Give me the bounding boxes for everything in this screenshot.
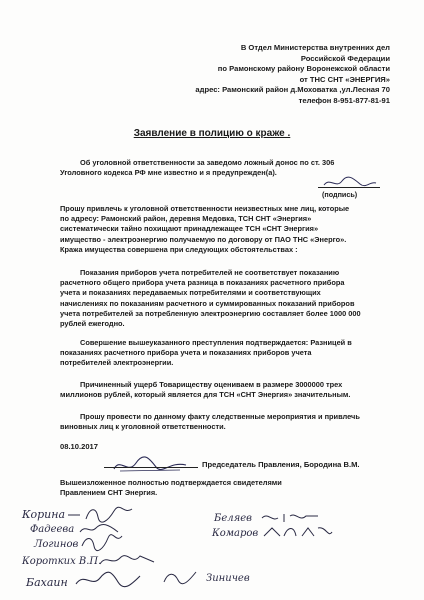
- text-line: Показания приборов учета потребителей не соответствует показанию: [80, 268, 340, 277]
- text-line: Прошу провести по данному факту следственные мероприятия и привлечь: [80, 412, 360, 421]
- handwritten-name: Комаров: [212, 528, 259, 539]
- damage-paragraph: [60, 380, 392, 400]
- handwritten-name: Корина: [22, 508, 66, 521]
- text-line: по адресу: Рамонский район, деревня Медовка, ТСН СНТ «Энергия»: [60, 214, 312, 224]
- text-line: расчетного общего прибора учета разница в показаниях расчетного прибора: [60, 278, 345, 288]
- chair-signature-line: [104, 467, 198, 468]
- handwritten-name: Беляев: [214, 513, 252, 524]
- circumstances-paragraph: [60, 268, 392, 329]
- text-line: миллионов рублей, который является для ТСН «СНТ Энергия» значительным.: [60, 390, 351, 400]
- addressee-line: адрес: Рамонский район д.Моховатка ,ул.Лесная 70: [195, 85, 390, 95]
- request-paragraph: [60, 204, 392, 255]
- text-line: учета потребителей за потребленную электроэнергию составляет более 1000 000: [60, 308, 361, 318]
- handwritten-scribble: [74, 570, 144, 590]
- text-line: учета и показаниях передаваемых потребителями и соответствующих: [60, 288, 321, 298]
- handwritten-name: Коротких В.П.: [22, 556, 102, 567]
- handwritten-scribble: [66, 505, 136, 523]
- text-line: виновных лиц к уголовной ответственности.: [60, 422, 226, 432]
- text-line: имущество - электроэнергию получаемую по договору от ПАО ТНС «Энерго».: [60, 234, 347, 244]
- evidence-paragraph: [60, 338, 392, 369]
- chair-signature-scribble: [110, 455, 190, 477]
- text-line: показаниях расчетного прибора учета и показаниях приборов учета: [60, 348, 312, 358]
- signature-caption: (подпись): [322, 190, 358, 199]
- text-line: систематически тайно похищают принадлежащее ТСН «СНТ Энергия»: [60, 224, 319, 234]
- text-line: Кража имущества совершена при следующих обстоятельствах :: [60, 244, 298, 254]
- text-line: Правлением СНТ Энергия.: [60, 488, 158, 498]
- text-line: Прошу привлечь к уголовной ответственности неизвестных мне лиц, которые: [60, 204, 350, 213]
- addressee-line: телефон 8-951-877-81-91: [298, 95, 390, 105]
- plea-paragraph: [60, 412, 392, 432]
- addressee-block: [160, 43, 390, 107]
- document-date: 08.10.2017: [60, 442, 99, 451]
- text-line: потребителей электроэнергии.: [60, 358, 174, 368]
- signature-scribble: [322, 175, 378, 189]
- handwritten-name: Логинов: [34, 539, 79, 550]
- addressee-line: от ТНС СНТ «ЭНЕРГИЯ»: [299, 74, 390, 84]
- text-line: начислениях по показаниям расчетного и суммированных показаний приборов: [60, 298, 355, 308]
- text-line: Вышеизложенное полностью подтверждается свидетелями: [60, 478, 282, 487]
- text-line: Причиненный ущерб Товариществу оцениваем в размере 3000000 трех: [80, 380, 343, 389]
- text-line: рублей ежегодно.: [60, 319, 125, 329]
- document-title: Заявление в полицию о краже .: [133, 128, 291, 139]
- handwritten-scribble: [80, 534, 124, 550]
- handwritten-scribble: [160, 568, 200, 586]
- witness-note: [60, 478, 360, 498]
- text-line: Совершение вышеуказанного преступления подтверждается: Разницей в: [80, 338, 352, 347]
- handwritten-name: Зиничев: [206, 573, 250, 584]
- text-line: Уголовного кодекса РФ мне известно и я предупрежден(а).: [60, 168, 277, 178]
- handwritten-name: Бахаин: [26, 576, 68, 589]
- handwritten-scribble: [262, 524, 334, 542]
- addressee-line: Российской Федерации: [300, 53, 390, 63]
- addressee-line: по Рамонскому району Воронежской области: [217, 64, 390, 74]
- handwritten-name: Фадеева: [30, 524, 75, 535]
- addressee-line: В Отдел Министерства внутренних дел: [240, 43, 390, 52]
- handwritten-scribble: [260, 510, 320, 524]
- chair-name: Председатель Правления, Бородина В.М.: [202, 460, 360, 469]
- handwritten-scribble: [98, 552, 158, 570]
- text-line: Об уголовной ответственности за заведомо ложный донос по ст. 306: [80, 158, 335, 167]
